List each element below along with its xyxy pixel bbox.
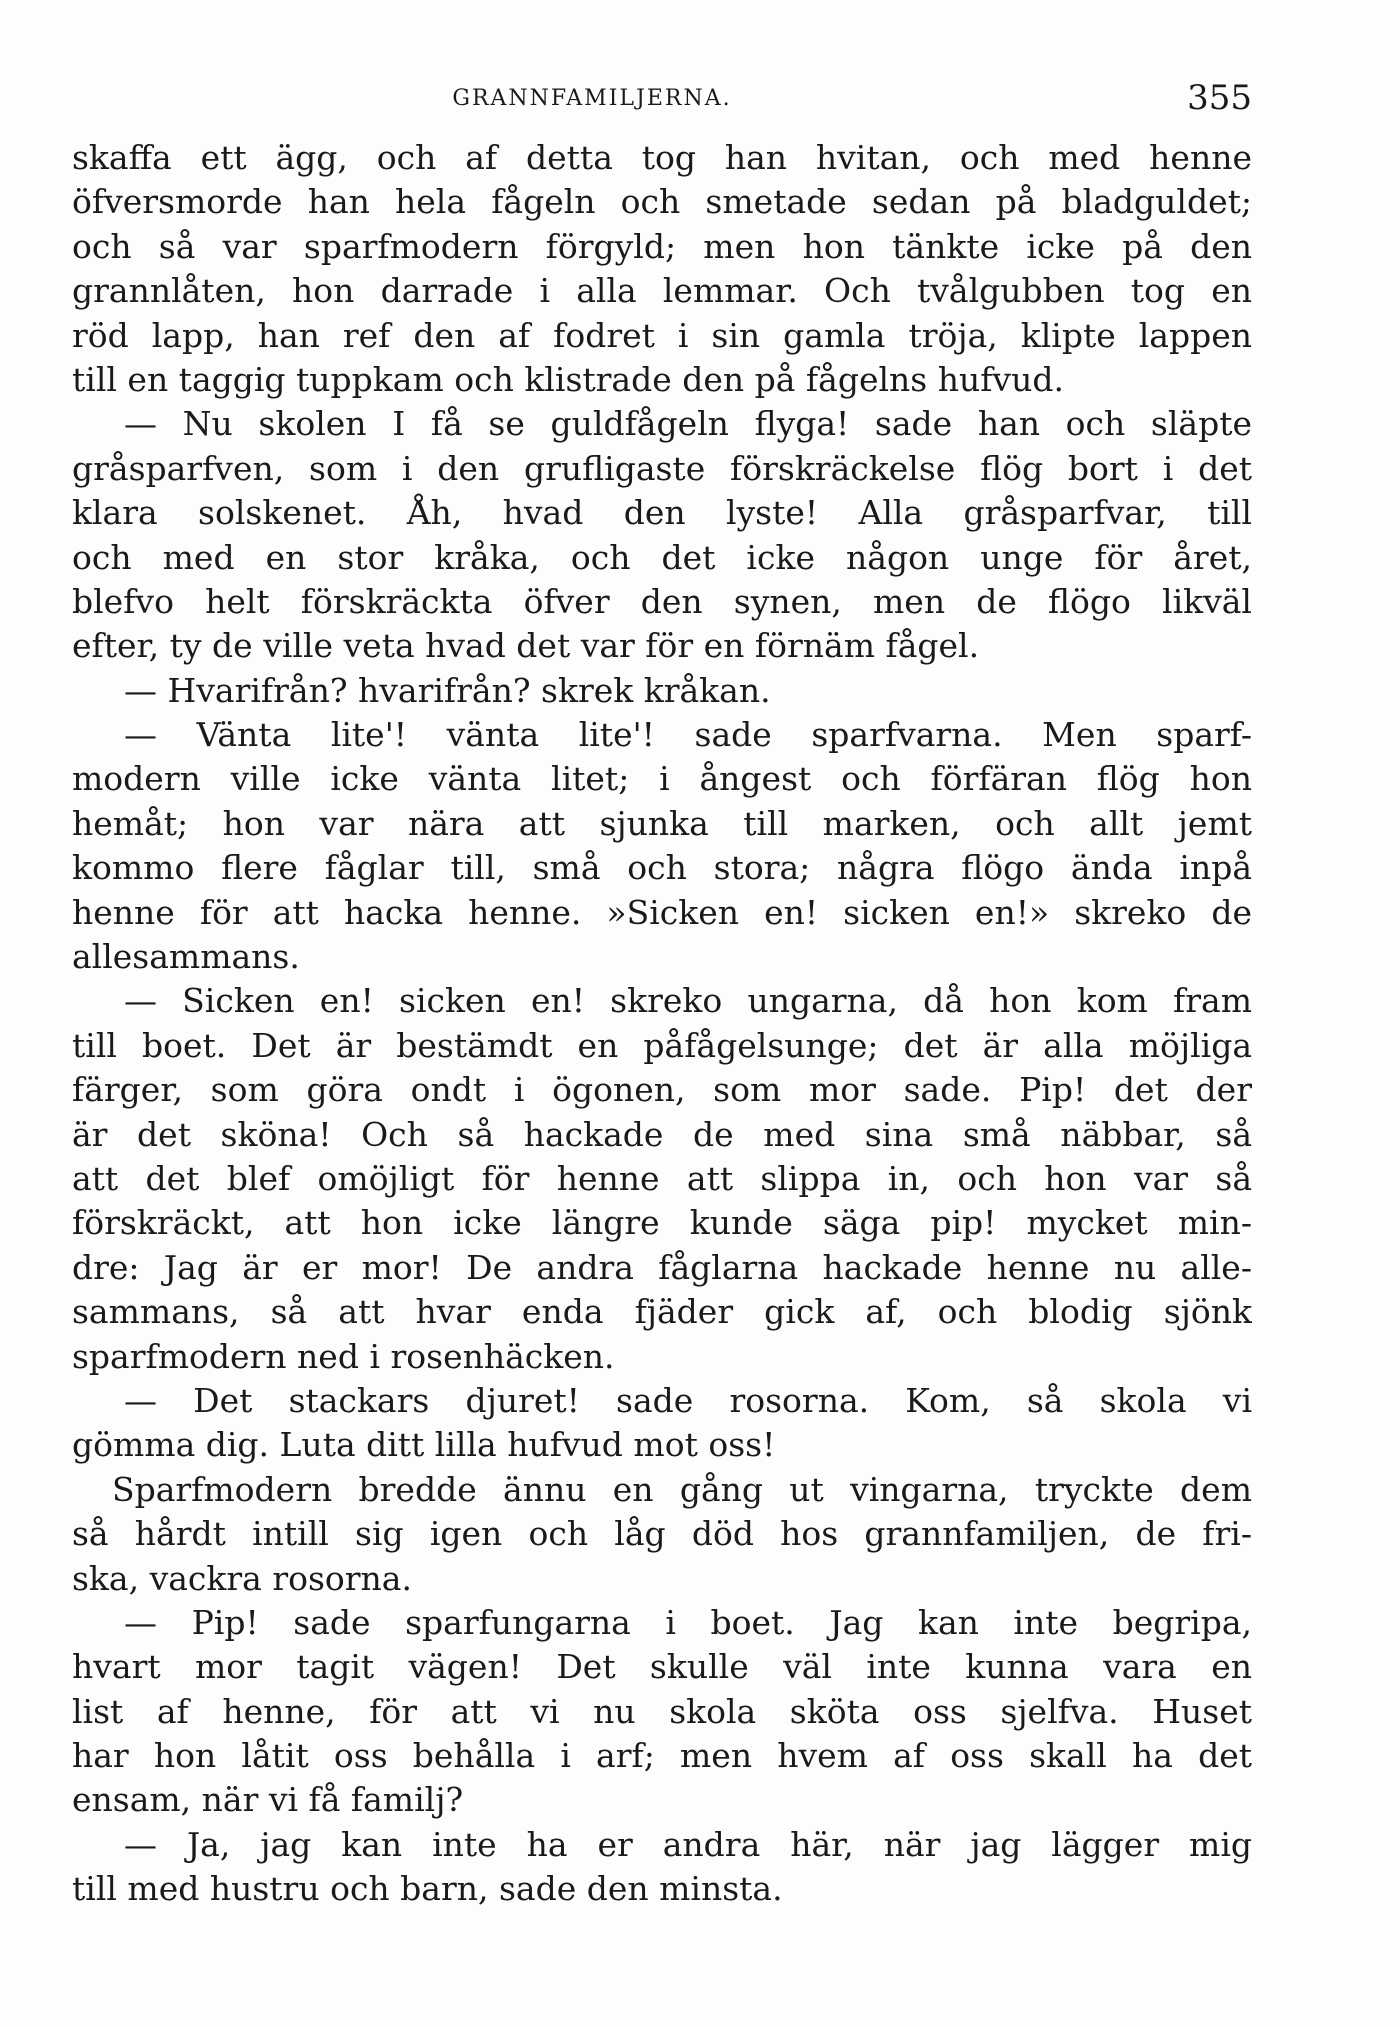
text-line: ensam, när vi få familj? bbox=[72, 1780, 464, 1820]
text-line: gömma dig. Luta ditt lilla hufvud mot oss! bbox=[72, 1425, 776, 1465]
text-line: Sparfmodern bredde ännu en gång ut vingarna, tryckte dem bbox=[112, 1469, 1252, 1509]
text-line: — Hvarifrån? hvarifrån? skrek kråkan. bbox=[124, 670, 771, 710]
text-line: att det blef omöjligt för henne att slippa in, och hon var så bbox=[72, 1158, 1252, 1198]
page-number: 355 bbox=[1187, 78, 1252, 118]
text-line: — Vänta lite'! vänta lite'! sade sparfvarna. Men sparf- bbox=[124, 715, 1252, 755]
text-line: list af henne, för att vi nu skola sköta oss sjelfva. Huset bbox=[72, 1691, 1252, 1731]
text-line: till med hustru och barn, sade den minsta. bbox=[72, 1869, 783, 1909]
text-line: grannlåten, hon darrade i alla lemmar. Och tvålgubben tog en bbox=[72, 271, 1252, 311]
text-line: har hon låtit oss behålla i arf; men hvem af oss skall ha det bbox=[72, 1736, 1252, 1776]
text-line: efter, ty de ville veta hvad det var för en förnäm fågel. bbox=[72, 626, 980, 666]
text-line: till en taggig tuppkam och klistrade den på fågelns hufvud. bbox=[72, 359, 1064, 399]
text-line: — Det stackars djuret! sade rosorna. Kom, så skola vi bbox=[124, 1380, 1252, 1420]
text-line: till boet. Det är bestämdt en påfågelsunge; det är alla möjliga bbox=[72, 1025, 1252, 1065]
text-line: ska, vackra rosorna. bbox=[72, 1558, 412, 1598]
text-line: sammans, så att hvar enda fjäder gick af, och blodig sjönk bbox=[72, 1292, 1252, 1332]
text-line: och med en stor kråka, och det icke någon unge för året, bbox=[72, 537, 1252, 577]
text-line: och så var sparfmodern förgyld; men hon tänkte icke på den bbox=[72, 226, 1252, 266]
text-line: är det sköna! Och så hackade de med sina små näbbar, så bbox=[72, 1114, 1252, 1154]
text-line: allesammans. bbox=[72, 937, 300, 977]
text-line: sparfmodern ned i rosenhäcken. bbox=[72, 1336, 615, 1376]
text-line: förskräckt, att hon icke längre kunde säga pip! mycket min- bbox=[72, 1203, 1252, 1243]
text-line: modern ville icke vänta litet; i ångest och förfäran flög hon bbox=[72, 759, 1252, 799]
text-line: hvart mor tagit vägen! Det skulle väl inte kunna vara en bbox=[72, 1647, 1252, 1687]
text-line: hemåt; hon var nära att sjunka till marken, och allt jemt bbox=[72, 803, 1252, 843]
text-line: röd lapp, han ref den af fodret i sin gamla tröja, klipte lappen bbox=[72, 315, 1252, 355]
running-head bbox=[72, 78, 1252, 118]
text-line: — Nu skolen I få se guldfågeln flyga! sade han och släpte bbox=[124, 404, 1252, 444]
body-text bbox=[72, 136, 1252, 1912]
text-line: kommo flere fåglar till, små och stora; några flögo ända inpå bbox=[72, 848, 1252, 888]
text-line: — Ja, jag kan inte ha er andra här, när jag lägger mig bbox=[124, 1824, 1252, 1864]
text-line: — Sicken en! sicken en! skreko ungarna, då hon kom fram bbox=[124, 981, 1252, 1021]
text-line: skaffa ett ägg, och af detta tog han hvitan, och med henne bbox=[72, 138, 1252, 177]
running-title: GRANNFAMILJERNA. bbox=[452, 86, 732, 111]
text-line: öfversmorde han hela fågeln och smetade sedan på bladguldet; bbox=[72, 182, 1252, 222]
text-line: färger, som göra ondt i ögonen, som mor sade. Pip! det der bbox=[72, 1070, 1252, 1110]
text-line: så hårdt intill sig igen och låg död hos grannfamiljen, de fri- bbox=[72, 1514, 1252, 1554]
text-line: — Pip! sade sparfungarna i boet. Jag kan inte begripa, bbox=[124, 1602, 1252, 1642]
text-line: gråsparfven, som i den grufligaste förskräckelse flög bort i det bbox=[72, 448, 1252, 488]
text-line: henne för att hacka henne. »Sicken en! sicken en!» skreko de bbox=[72, 892, 1252, 932]
text-line: klara solskenet. Åh, hvad den lyste! Alla gråsparfvar, till bbox=[72, 493, 1252, 533]
text-line: dre: Jag är er mor! De andra fåglarna hackade henne nu alle- bbox=[72, 1247, 1252, 1287]
text-line: blefvo helt förskräckta öfver den synen, men de flögo likväl bbox=[72, 581, 1252, 621]
